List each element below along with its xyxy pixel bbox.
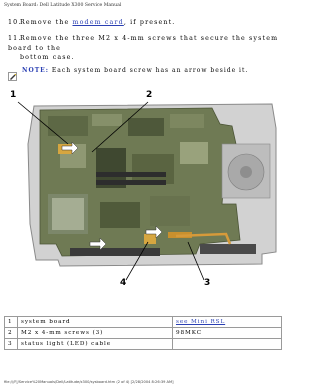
callout-3: 3 [204, 278, 211, 288]
note-label: NOTE: [22, 67, 49, 74]
row-part-ref: 98MKC [173, 328, 282, 339]
page-header-title: System Board: Dell Latitude X300 Service Manual [4, 3, 122, 8]
note-text: Each system board screw has an arrow beside it. [48, 67, 249, 74]
step-text-continued: bottom case. [20, 54, 75, 61]
table-row [5, 317, 282, 328]
row-part-name: status light (LED) cable [18, 339, 173, 350]
step-text: Remove the three M2 x 4-mm screws that secure the system board to the [8, 35, 279, 52]
row-number: 3 [5, 339, 18, 350]
step-11 [8, 34, 294, 63]
modem-card-link[interactable]: modem card [72, 19, 124, 26]
callout-4: 4 [120, 278, 127, 288]
step-text-end: , if present. [123, 19, 176, 26]
note [8, 66, 248, 75]
table-row [5, 339, 282, 350]
table-row [5, 328, 282, 339]
callout-1: 1 [10, 90, 17, 100]
row-number: 1 [5, 317, 18, 328]
parts-table [4, 316, 282, 350]
step-number: 11. [8, 35, 22, 42]
row-part-ref [173, 317, 282, 328]
row-part-ref [173, 339, 282, 350]
step-number: 10. [8, 19, 22, 26]
page-footer-path: file:///F|/Service%20Manuals/Dell/Latitude/x300/sysboard.htm (2 of 4) [2/28/2004 8:26:39 AM] [4, 380, 174, 384]
row-part-name: M2 x 4-mm screws (3) [18, 328, 173, 339]
step-10 [8, 18, 175, 28]
system-board-figure [0, 84, 300, 294]
note-pencil-icon [8, 66, 17, 75]
step-text: Remove the [20, 19, 73, 26]
callout-2: 2 [146, 90, 153, 100]
row-part-name: system board [18, 317, 173, 328]
row-number: 2 [5, 328, 18, 339]
mini-rsl-link[interactable]: see Mini RSL [176, 319, 226, 325]
